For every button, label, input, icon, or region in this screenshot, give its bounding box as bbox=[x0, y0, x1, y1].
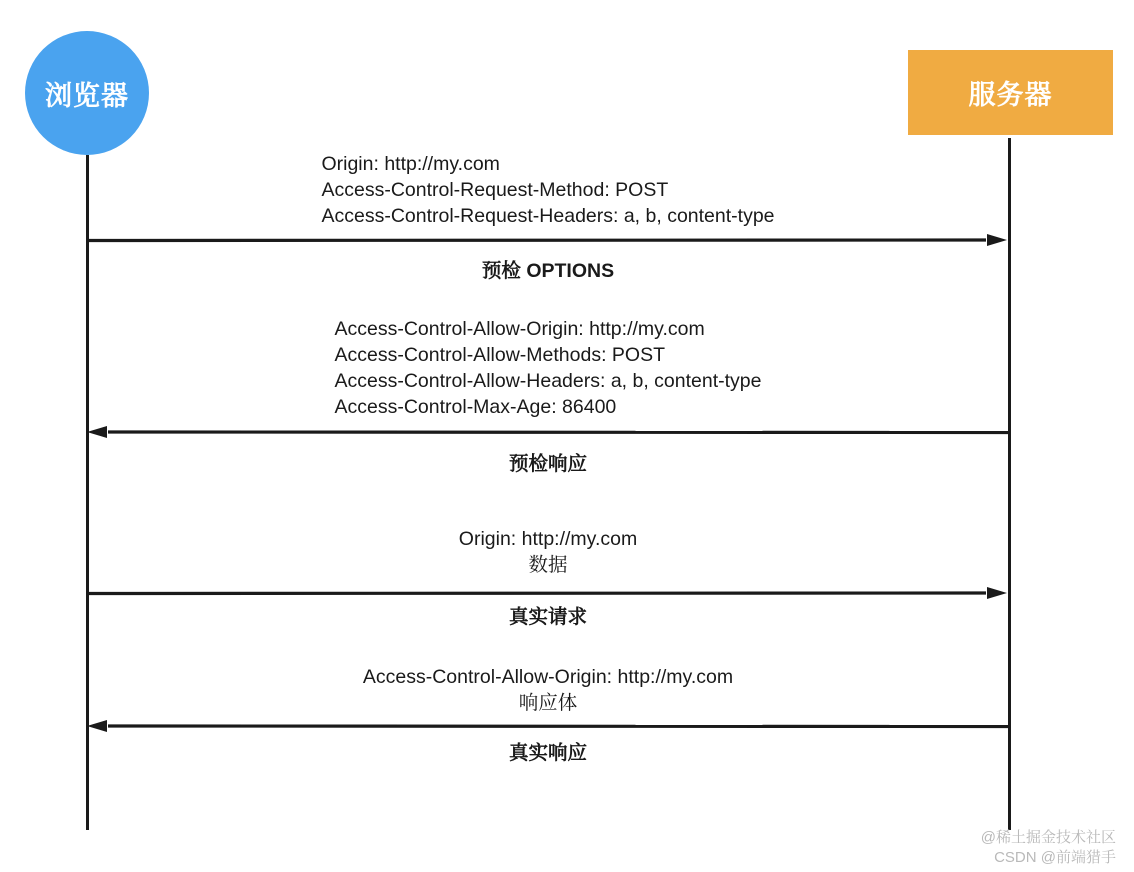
message-label-3: 真实响应 bbox=[508, 742, 587, 764]
arrow-left-3 bbox=[86, 719, 1010, 733]
message-label-0: 预检 OPTIONS bbox=[481, 260, 615, 282]
actor-server-label: 服务器 bbox=[968, 80, 1053, 110]
actor-browser-label: 浏览器 bbox=[45, 80, 129, 111]
arrow-right-2 bbox=[86, 586, 1010, 600]
actor-server bbox=[908, 50, 1113, 135]
message-headers-0 bbox=[88, 151, 1008, 229]
watermark-primary: @稀土掘金技术社区 bbox=[980, 829, 1116, 846]
arrow-right-0 bbox=[86, 233, 1010, 247]
message-line: Access-Control-Allow-Headers: a, b, content-type bbox=[334, 370, 762, 392]
message-line: Access-Control-Request-Method: POST bbox=[321, 179, 669, 201]
message-headers-1 bbox=[88, 316, 1008, 420]
message-line: 响应体 bbox=[518, 692, 578, 714]
message-line: Access-Control-Allow-Origin: http://my.com bbox=[334, 318, 705, 340]
message-line: Access-Control-Allow-Methods: POST bbox=[334, 344, 665, 366]
message-headers-2 bbox=[88, 526, 1008, 578]
message-line: Access-Control-Request-Headers: a, b, content-type bbox=[321, 205, 775, 227]
message-label-1: 预检响应 bbox=[508, 453, 587, 475]
message-line: Access-Control-Allow-Origin: http://my.com bbox=[362, 666, 734, 688]
message-label-2: 真实请求 bbox=[508, 606, 587, 628]
message-line: Access-Control-Max-Age: 86400 bbox=[334, 396, 617, 418]
arrow-left-1 bbox=[86, 425, 1010, 439]
message-line: Origin: http://my.com bbox=[321, 153, 500, 175]
actor-browser bbox=[25, 31, 149, 155]
message-line: 数据 bbox=[528, 554, 568, 576]
message-headers-3 bbox=[88, 664, 1008, 716]
watermark-secondary: CSDN @前端猎手 bbox=[994, 849, 1116, 866]
message-line: Origin: http://my.com bbox=[458, 528, 638, 550]
